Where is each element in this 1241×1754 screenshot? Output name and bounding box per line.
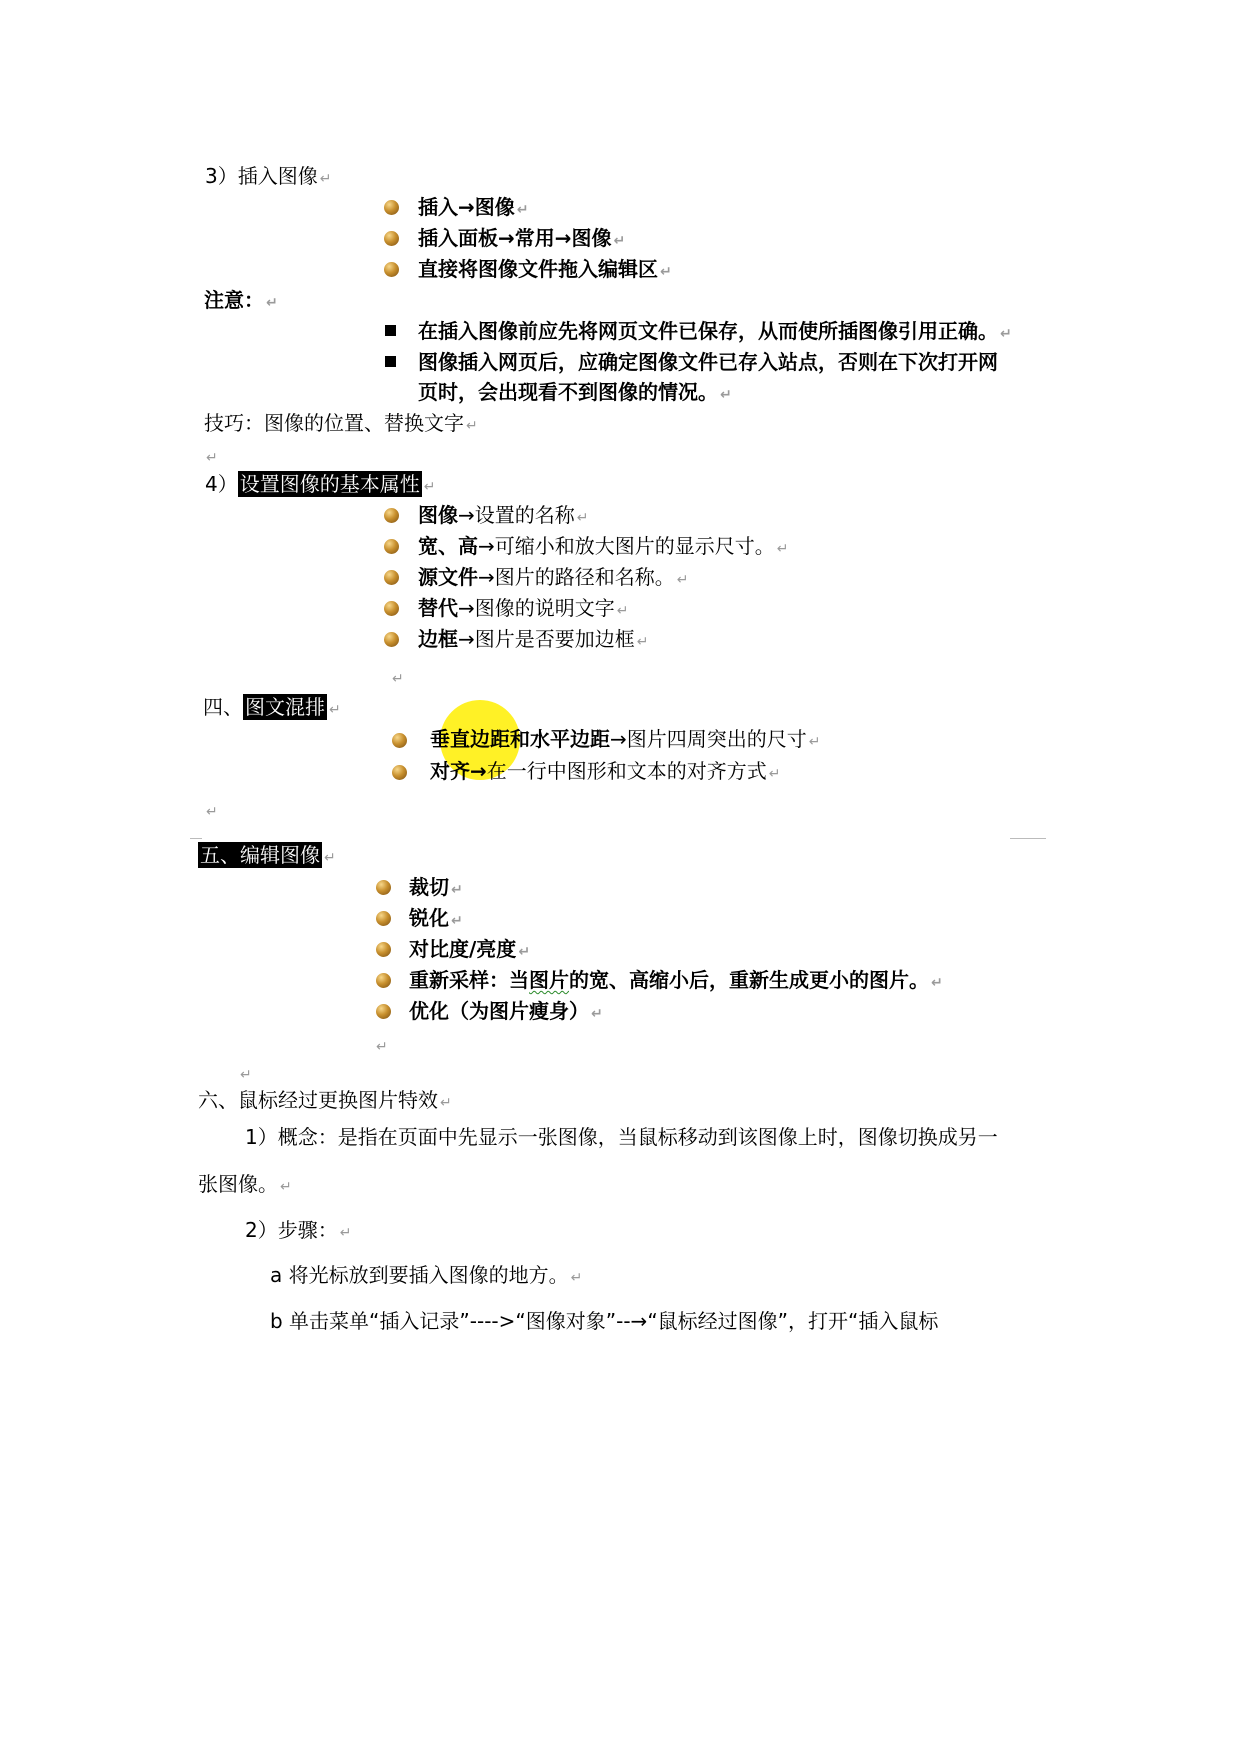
concept-paragraph: 1）概念：是指在页面中先显示一张图像，当鼠标移动到该图像上时，图像切换成另一 (245, 1125, 998, 1149)
bullet-icon (384, 508, 399, 523)
bullet-icon (376, 880, 391, 895)
step-a: a 将光标放到要插入图像的地方。 ↵ (270, 1263, 583, 1287)
list-item: 直接将图像文件拖入编辑区 ↵ (418, 257, 672, 281)
divider (190, 838, 202, 839)
list-item: 裁切 ↵ (409, 875, 463, 899)
divider (1010, 838, 1046, 839)
bullet-icon (376, 911, 391, 926)
empty-paragraph: ↵ (392, 671, 404, 687)
bullet-icon (376, 942, 391, 957)
list-item: 边框→图片是否要加边框 ↵ (418, 627, 649, 651)
spelling-underline: 图片 (529, 968, 569, 992)
bullet-icon (376, 1004, 391, 1019)
square-bullet-icon (385, 356, 396, 367)
empty-paragraph: ↵ (240, 1067, 252, 1083)
bullet-icon (384, 570, 399, 585)
step-b: b 单击菜单“插入记录”---->“图像对象”--→“鼠标经过图像”，打开“插入鼠标 (270, 1309, 939, 1333)
square-bullet-icon (385, 325, 396, 336)
bullet-icon (384, 231, 399, 246)
list-item: 宽、高→可缩小和放大图片的显示尺寸。 ↵ (418, 534, 789, 558)
bullet-icon (384, 632, 399, 647)
list-item: 对比度/亮度 ↵ (409, 937, 531, 961)
tip-text: 技巧：图像的位置、替换文字 ↵ (204, 411, 478, 435)
bullet-icon (384, 539, 399, 554)
section-five-heading: 五、编辑图像 ↵ (200, 843, 336, 867)
note-label: 注意： ↵ (204, 288, 278, 312)
section-six-heading: 六、鼠标经过更换图片特效 ↵ (198, 1088, 452, 1112)
note-item: 图像插入网页后，应确定图像文件已存入站点，否则在下次打开网 (418, 350, 998, 374)
list-item: 重新采样：当图片的宽、高缩小后，重新生成更小的图片。 ↵ (409, 968, 943, 992)
list-item: 对齐→在一行中图形和文本的对齐方式 ↵ (430, 759, 781, 783)
bullet-icon (392, 733, 407, 748)
bullet-icon (384, 200, 399, 215)
list-item: 图像→设置的名称 ↵ (418, 503, 589, 527)
list-item: 垂直边距和水平边距→图片四周突出的尺寸 ↵ (430, 727, 821, 751)
list-item: 替代→图像的说明文字 ↵ (418, 596, 629, 620)
list-item: 优化（为图片瘦身） ↵ (409, 999, 603, 1023)
bullet-icon (384, 262, 399, 277)
bullet-icon (384, 601, 399, 616)
bullet-icon (376, 973, 391, 988)
section-four-heading: 四、 图文混排 ↵ (203, 695, 341, 719)
section-3-heading: 3）插入图像 ↵ (205, 164, 332, 188)
steps-heading: 2）步骤： ↵ (245, 1218, 352, 1242)
section-4-heading: 4） 设置图像的基本属性 ↵ (205, 472, 436, 496)
concept-paragraph-continued: 张图像。 ↵ (198, 1172, 292, 1196)
empty-paragraph: ↵ (376, 1039, 388, 1055)
bullet-icon (392, 765, 407, 780)
empty-paragraph: ↵ (206, 450, 218, 466)
note-item: 在插入图像前应先将网页文件已保存，从而使所插图像引用正确。 ↵ (418, 319, 1012, 343)
empty-paragraph: ↵ (206, 804, 218, 820)
list-item: 插入→图像 ↵ (418, 195, 529, 219)
list-item: 源文件→图片的路径和名称。 ↵ (418, 565, 689, 589)
note-item-continued: 页时，会出现看不到图像的情况。 ↵ (418, 380, 732, 404)
list-item: 插入面板→常用→图像 ↵ (418, 226, 626, 250)
list-item: 锐化 ↵ (409, 906, 463, 930)
